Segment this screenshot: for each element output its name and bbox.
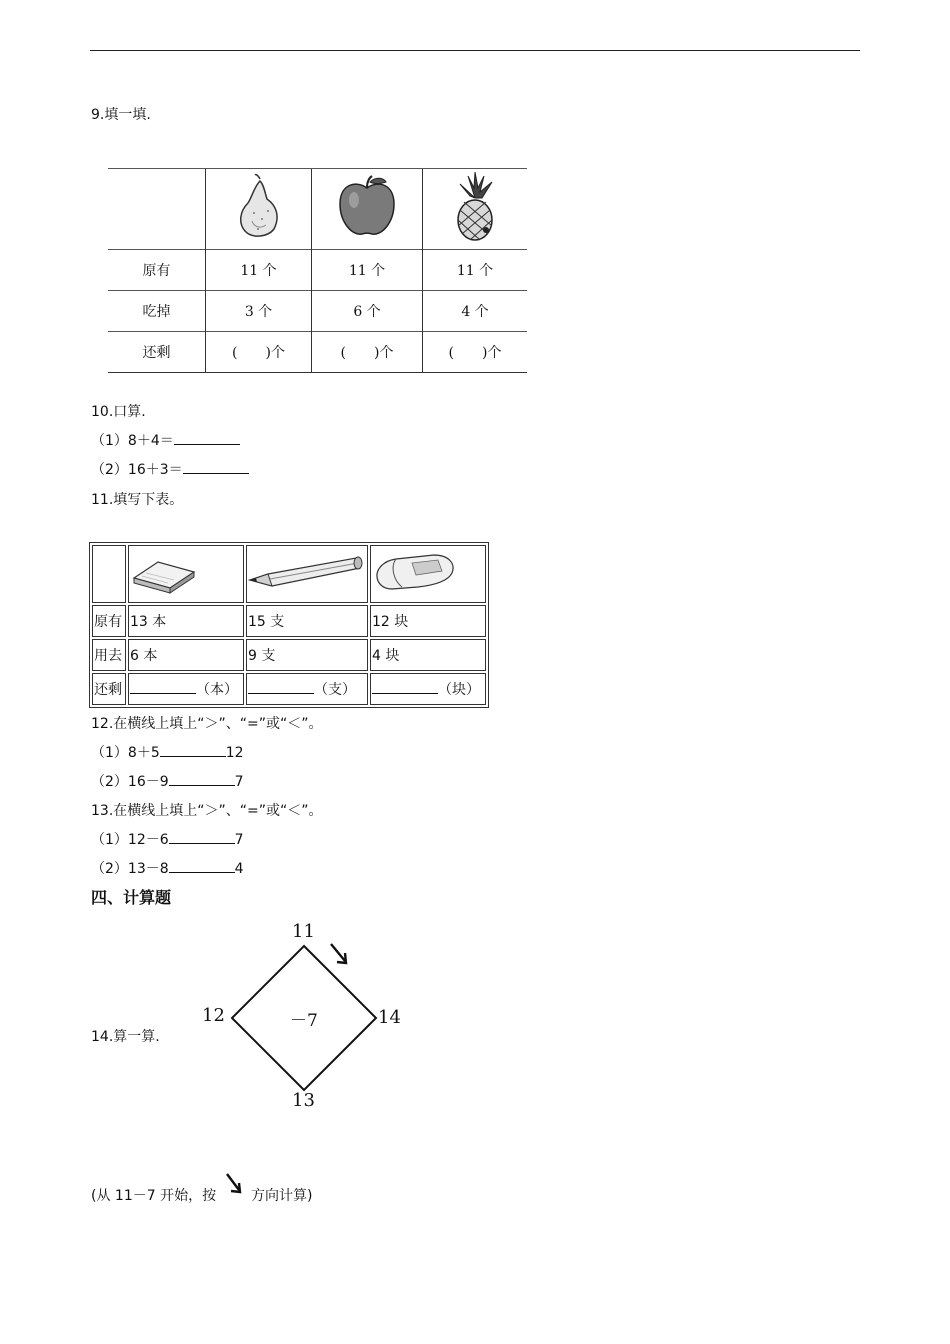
answer-blank[interactable] (169, 860, 235, 873)
diamond-left-number: 12 (202, 1005, 225, 1026)
q13-item-2: （2）13－8 4 (91, 861, 244, 877)
q11-title: 11.填写下表。 (91, 492, 184, 508)
q10-title: 10.口算. (91, 404, 146, 420)
q11-row-original: 原有 13 本 15 支 12 块 (92, 605, 486, 637)
q12-item-1: （1）8＋5 12 (91, 745, 244, 761)
pear-icon (234, 173, 284, 241)
apple-icon (336, 174, 398, 240)
eraser-icon (372, 551, 458, 593)
answer-blank[interactable] (248, 681, 314, 694)
pencil-icon (248, 552, 366, 592)
answer-blank[interactable] (183, 461, 249, 474)
arrow-icon (223, 1172, 245, 1196)
answer-blank[interactable] (130, 681, 196, 694)
answer-blank[interactable]: ( )个 (206, 332, 312, 373)
answer-blank[interactable] (169, 773, 235, 786)
answer-blank[interactable]: ( )个 (312, 332, 423, 373)
answer-blank[interactable] (372, 681, 438, 694)
section-heading: 四、计算题 (91, 888, 172, 907)
q11-row-used: 用去 6 本 9 支 4 块 (92, 639, 486, 671)
arrow-icon (328, 941, 350, 967)
diamond-bottom-number: 13 (292, 1090, 315, 1111)
header-rule (90, 50, 860, 51)
diamond-top-number: 11 (292, 921, 315, 942)
q12-title: 12.在横线上填上“＞”、“=”或“＜”。 (91, 716, 323, 732)
q9-row-remaining: 还剩 ( )个 ( )个 ( )个 (108, 332, 527, 373)
q11-row-remaining: 还剩 （本） （支） （块） (92, 673, 486, 705)
q10-item-2: （2）16＋3＝ (91, 459, 249, 479)
q9-row-eaten: 吃掉 3 个 6 个 4 个 (108, 291, 527, 332)
q10-item-1: （1）8＋4＝ (91, 430, 240, 450)
q14-title: 14.算一算. (91, 1029, 160, 1045)
answer-blank[interactable] (169, 831, 235, 844)
book-icon (130, 550, 198, 594)
answer-blank[interactable] (174, 432, 240, 445)
q13-item-1: （1）12－6 7 (91, 832, 244, 848)
diamond-center-operation: －7 (290, 1011, 318, 1031)
q9-row-original: 原有 11 个 11 个 11 个 (108, 250, 527, 291)
q12-item-2: （2）16－9 7 (91, 774, 244, 790)
answer-blank[interactable]: ( )个 (423, 332, 528, 373)
pineapple-icon (450, 172, 500, 242)
diamond-right-number: 14 (378, 1007, 401, 1028)
q9-table (108, 168, 527, 373)
q11-table (89, 542, 489, 708)
answer-blank[interactable] (160, 744, 226, 757)
q14-note: (从 11－7 开始，按 方向计算) (91, 1172, 312, 1205)
q9-title: 9.填一填. (91, 107, 151, 123)
q13-title: 13.在横线上填上“＞”、“=”或“＜”。 (91, 803, 323, 819)
